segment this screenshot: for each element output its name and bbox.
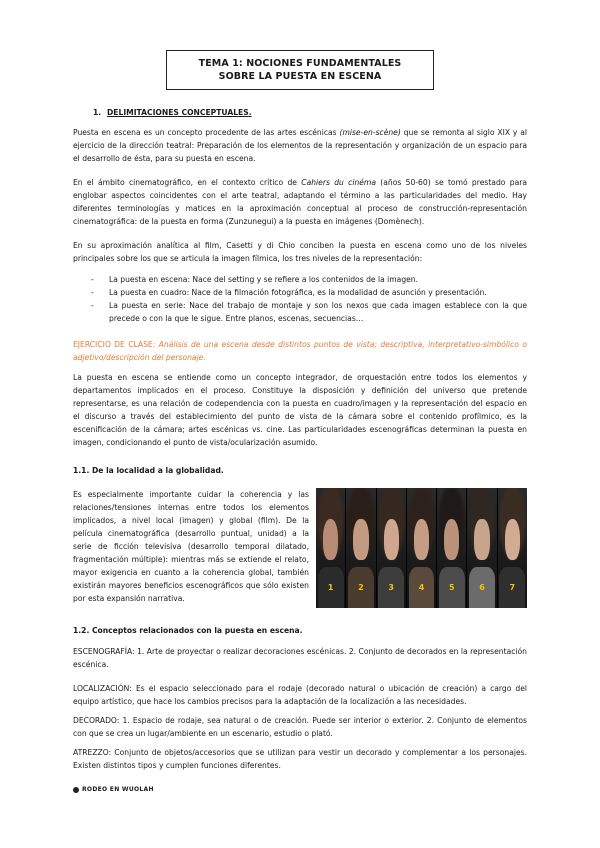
photo-frame	[407, 488, 437, 608]
bullet-dash: -	[91, 301, 94, 310]
frame-number-label: 5	[448, 583, 455, 592]
integrator-paragraph: La puesta en escena se entiende como un concepto integrador, de orquestación entre todos los elementos y departamentos implicados en el proceso. Constituye la disposición y definición del universo que pretende representarse, es una relación de codependencia con la puesta en cuadro/imagen y la representación del espacio en el discurso a través del establecimiento del punto de vista de la cámara sobre el contenido profílmico, es la escenificación de la cámara; artes escénicas vs. cine. Las particularidades escenográficas determinan la puesta en imagen, condicionando el punto de vista/ocularización asumido.	[73, 373, 527, 447]
frame-number-label: 1	[327, 583, 334, 592]
character-face	[414, 519, 429, 560]
intro-p2-text-b: (años 50-60) se tomó prestado para englobar aspectos coincidentes con el arte teatral, adaptando el término a las particularidades del medio. Hay diferentes terminologías y matices en la aproximación conceptual al proceso de construcción-representación cinematográfica: de la puesta en forma (Zunzunegui) a la puesta en imágenes (Domènech).	[73, 178, 527, 226]
footer-text: RODEO EN WUOLAH	[82, 786, 154, 793]
section-title: DELIMITACIONES CONCEPTUALES.	[107, 108, 252, 117]
frame-number-label: 6	[479, 583, 485, 592]
subsection-1-1-heading: 1.1. De la localidad a la globalidad.	[73, 466, 224, 475]
subsection-1-2-heading: 1.2. Conceptos relacionados con la puesta en escena.	[73, 626, 303, 635]
photo-frame	[377, 488, 407, 608]
character-face	[323, 519, 338, 560]
intro-p1-text-b: que se remonta al siglo XIX y al ejercicio de la dirección teatral: Preparación de los elementos de la representación y organización de un espacio para el desarrollo de ésta, para su puesta en escena.	[73, 128, 527, 163]
definition-localizacion	[73, 682, 527, 708]
list-item	[91, 299, 527, 325]
list-item	[91, 286, 527, 299]
exercise-text: Análisis de una escena desde distintos puntos de vista; descriptiva, interpretativo-simbólico o adjetivo/descripción del personaje.	[73, 340, 527, 362]
title-line-2: SOBRE LA PUESTA EN ESCENA	[218, 71, 382, 82]
photo-frame	[346, 488, 376, 608]
definition-term: ATREZZO:	[73, 748, 112, 757]
definition-decorado	[73, 714, 527, 740]
definition-text: Conjunto de objetos/accesorios que se utilizan para vestir un decorado y complementar a los personajes. Existen distintos tipos y cumplen funciones diferentes.	[73, 748, 527, 770]
definition-term: LOCALIZACIÓN:	[73, 684, 132, 693]
level-text: La puesta en serie: Nace del trabajo de montaje y son los nexos que cada imagen establece con la que precede o con la que le sigue. Entre planos, escenas, secuencias…	[109, 301, 527, 323]
title-line-1: TEMA 1: NOCIONES FUNDAMENTALES	[198, 58, 402, 69]
level-text: La puesta en escena: Nace del setting y se refiere a los contenidos de la imagen.	[109, 275, 419, 284]
intro-p1-italic: (mise-en-scène)	[339, 128, 401, 137]
definition-escenografia	[73, 645, 527, 671]
bullet-dash: -	[91, 288, 94, 297]
photo-frame	[316, 488, 346, 608]
character-photo-strip	[316, 488, 527, 608]
intro-paragraph-3: En su aproximación analítica al film, Casetti y di Chio conciben la puesta en escena como uno de los niveles principales sobre los que se articula la imagen fílmica, los tres niveles de la representación:	[73, 241, 527, 263]
wuolah-logo-icon	[73, 787, 79, 793]
frame-number-label: 3	[388, 583, 394, 592]
frame-number-label: 4	[418, 583, 425, 592]
definition-atrezzo	[73, 746, 527, 772]
section-heading	[93, 108, 252, 117]
intro-p2-italic: Cahiers du cinéma	[301, 178, 376, 187]
definition-text: 1. Arte de proyectar o realizar decoraciones escénicas. 2. Conjunto de decorados en la representación escénica.	[73, 647, 527, 669]
bullet-dash: -	[91, 275, 94, 284]
definition-text: Es el espacio seleccionado para el rodaje (decorado natural o ubicación de creación) a cargo del equipo artístico, que hace los cambios precisos para la adaptación de la localización a las necesidades.	[73, 684, 527, 706]
representation-levels-list	[91, 273, 527, 325]
title-box	[166, 50, 434, 90]
character-face	[474, 519, 489, 560]
list-item	[91, 273, 527, 286]
footer-watermark	[73, 786, 154, 793]
photo-frame	[437, 488, 467, 608]
photo-frame	[498, 488, 527, 608]
intro-p2-text-a: En el ámbito cinematográfico, en el contexto crítico de	[73, 178, 302, 187]
frame-number-label: 2	[358, 583, 364, 592]
character-face	[505, 519, 520, 560]
intro-paragraph-2	[73, 176, 527, 228]
section-number: 1.	[93, 108, 102, 117]
definition-text: 1. Espacio de rodaje, sea natural o de creación. Puede ser interior o exterior. 2. Conjunto de elementos con que se crea un lugar/ambiente en un escenario, estudio o plató.	[73, 716, 527, 738]
photo-frame	[467, 488, 497, 608]
class-exercise	[73, 338, 527, 364]
definition-term: ESCENOGRAFÍA:	[73, 647, 135, 656]
level-text: La puesta en cuadro: Nace de la filmación fotográfica, es la modalidad de asunción y presentación.	[109, 288, 487, 297]
character-face	[384, 519, 399, 560]
intro-paragraph-1	[73, 126, 527, 165]
character-face	[444, 519, 459, 560]
exercise-label: EJERCICIO DE CLASE:	[73, 340, 156, 349]
definition-term: DECORADO:	[73, 716, 120, 725]
character-face	[353, 519, 368, 560]
frame-number-label: 7	[509, 583, 516, 592]
subsection-1-1-text: Es especialmente importante cuidar la coherencia y las relaciones/tensiones internas entre todos los elementos implicados, a nivel local (imagen) y global (film). De la película cinematográfica (desarrollo puntual, unidad) a la serie de ficción televisiva (desarrollo temporal dilatado, fragmentación múltiple): mientras más se extiende el relato, mayor exigencia en cuanto a la coherencia global, también existirán mayores beneficios escenográficos que sólo existen por esta expansión narrativa.	[73, 490, 309, 603]
intro-p1-text-a: Puesta en escena es un concepto procedente de las artes escénicas	[73, 128, 340, 137]
